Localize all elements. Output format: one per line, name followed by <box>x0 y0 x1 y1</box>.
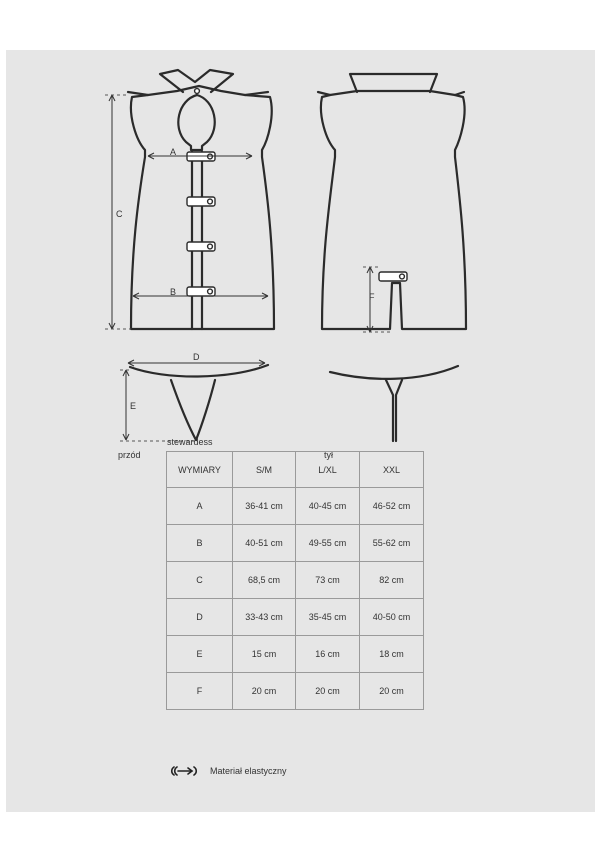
table-cell: 16 cm <box>296 636 360 673</box>
table-row <box>167 673 424 710</box>
front-view-label: przód <box>118 450 141 460</box>
size-table-header <box>167 452 424 488</box>
front-placket <box>192 152 202 329</box>
table-cell: 40-50 cm <box>360 599 424 636</box>
size-table-title: stewardess <box>167 437 213 447</box>
table-cell: 15 cm <box>233 636 296 673</box>
dim-label-d: D <box>193 352 200 362</box>
back-collar-left <box>318 92 330 95</box>
back-thong-waist <box>330 366 458 379</box>
dim-label-e: E <box>130 401 137 411</box>
table-cell: 20 cm <box>360 673 424 710</box>
table-cell: 46-52 cm <box>360 488 424 525</box>
table-cell: 40-51 cm <box>233 525 296 562</box>
header-cell: WYMIARY <box>167 452 233 488</box>
dim-label-f: F <box>369 292 375 302</box>
legend <box>170 766 287 776</box>
legend-text: Materiał elastyczny <box>210 766 287 776</box>
front-thong-body <box>171 380 215 440</box>
table-cell: C <box>167 562 233 599</box>
table-cell: 35-45 cm <box>296 599 360 636</box>
header-cell: XXL <box>360 452 424 488</box>
table-row <box>167 562 424 599</box>
back-view-label: tył <box>324 450 333 460</box>
table-row <box>167 488 424 525</box>
table-cell: 49-55 cm <box>296 525 360 562</box>
table-cell: A <box>167 488 233 525</box>
dim-label-b: B <box>170 287 177 297</box>
header-cell: S/M <box>233 452 296 488</box>
dim-label-c: C <box>116 209 123 219</box>
back-dress-outline <box>321 74 466 329</box>
front-thong-waist <box>130 365 268 377</box>
elastic-arrows-icon <box>170 766 200 776</box>
back-collar-right <box>455 92 464 95</box>
table-cell: 36-41 cm <box>233 488 296 525</box>
table-row <box>167 599 424 636</box>
header-cell: L/XL <box>296 452 360 488</box>
table-cell: F <box>167 673 233 710</box>
front-keyhole <box>178 95 214 150</box>
table-cell: B <box>167 525 233 562</box>
table-row <box>167 636 424 673</box>
back-thong-body <box>386 380 402 441</box>
table-cell: 68,5 cm <box>233 562 296 599</box>
table-cell: D <box>167 599 233 636</box>
table-row <box>167 525 424 562</box>
table-cell: 33-43 cm <box>233 599 296 636</box>
dim-line-c <box>109 95 115 329</box>
dim-line-e <box>123 370 129 440</box>
table-cell: 55-62 cm <box>360 525 424 562</box>
table-cell: 40-45 cm <box>296 488 360 525</box>
table-cell: 20 cm <box>233 673 296 710</box>
table-cell: E <box>167 636 233 673</box>
front-collar-left <box>128 92 148 95</box>
front-collar-right <box>245 92 268 95</box>
table-cell: 73 cm <box>296 562 360 599</box>
table-cell: 18 cm <box>360 636 424 673</box>
size-table <box>166 451 424 710</box>
table-cell: 82 cm <box>360 562 424 599</box>
table-cell: 20 cm <box>296 673 360 710</box>
dim-label-a: A <box>170 147 177 157</box>
